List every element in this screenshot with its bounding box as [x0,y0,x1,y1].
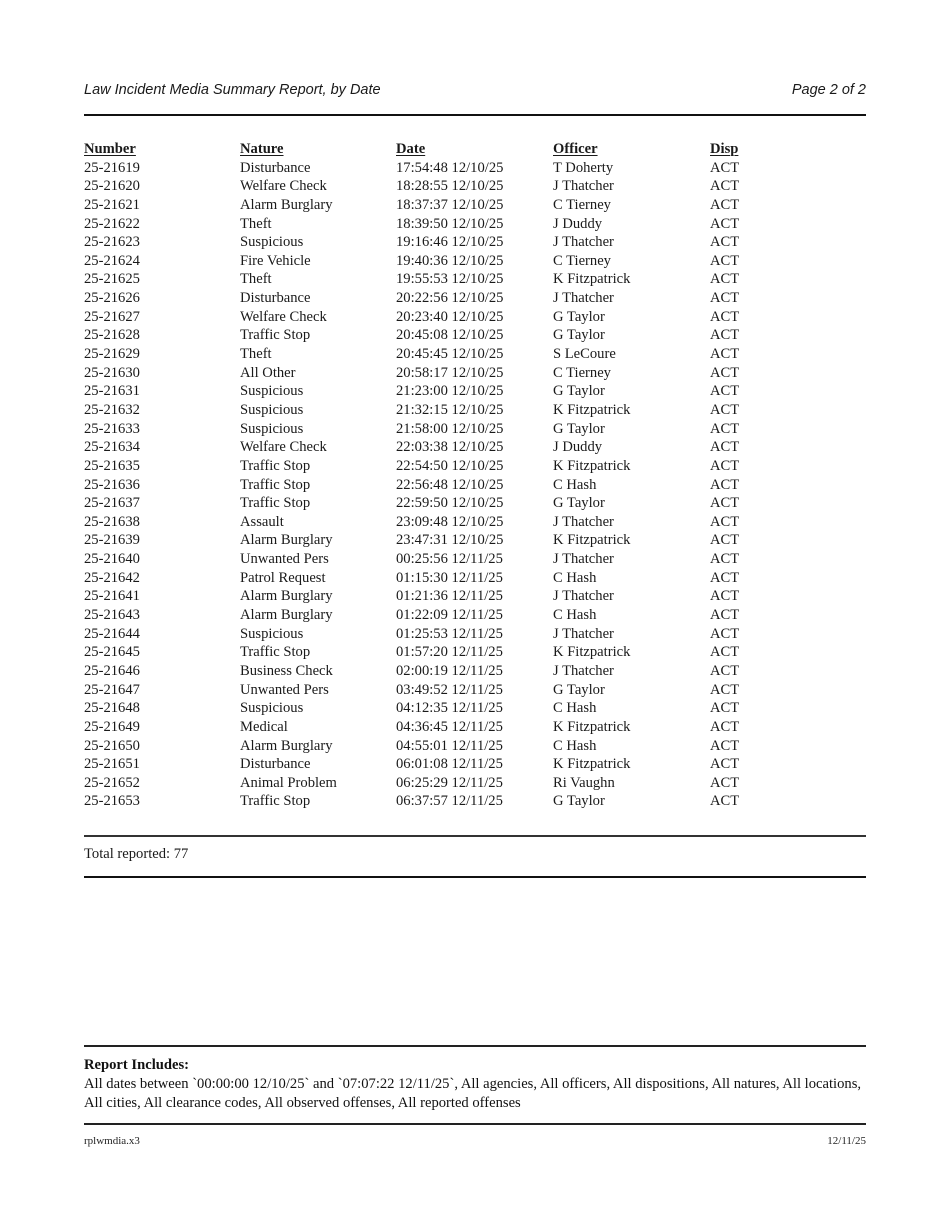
report-header [84,82,866,102]
cell-number: 25-21649 [84,718,140,735]
report-code: rplwmdia.x3 [84,1135,140,1147]
cell-nature: Suspicious [240,625,304,642]
cell-officer: K Fitzpatrick [553,271,631,288]
cell-disp: ACT [710,700,740,717]
cell-number: 25-21644 [84,625,140,642]
cell-number: 25-21633 [84,420,140,437]
cell-officer: J Duddy [553,439,603,456]
cell-disp: ACT [710,420,740,437]
cell-disp: ACT [710,607,740,624]
cell-number: 25-21632 [84,401,140,418]
cell-nature: Traffic Stop [240,457,311,474]
cell-nature: Assault [240,513,284,530]
cell-number: 25-21640 [84,551,140,568]
cell-number: 25-21638 [84,513,140,530]
cell-nature: Fire Vehicle [240,252,311,269]
cell-number: 25-21647 [84,681,140,698]
cell-date: 22:59:50 12/10/25 [396,495,504,512]
cell-nature: Suspicious [240,700,304,717]
cell-date: 22:56:48 12/10/25 [396,476,504,493]
cell-date: 20:45:45 12/10/25 [396,346,504,363]
report-includes [84,1056,874,1113]
cell-officer: K Fitzpatrick [553,457,631,474]
cell-disp: ACT [710,513,740,530]
cell-nature: Traffic Stop [240,327,311,344]
cell-nature: Alarm Burglary [240,588,333,605]
cell-officer: C Hash [553,476,597,493]
cell-number: 25-21631 [84,383,140,400]
page-number: Page 2 of 2 [791,82,866,98]
cell-disp: ACT [710,718,740,735]
column-header-nature: Nature [240,141,284,157]
cell-officer: K Fitzpatrick [553,718,631,735]
cell-nature: Unwanted Pers [240,551,329,568]
cell-disp: ACT [710,793,740,810]
cell-disp: ACT [710,401,740,418]
cell-date: 04:36:45 12/11/25 [396,718,503,735]
cell-date: 06:01:08 12/11/25 [396,756,503,773]
total-reported: Total reported: 77 [84,846,189,862]
cell-officer: J Thatcher [553,551,614,568]
cell-officer: J Thatcher [553,625,614,642]
cell-date: 02:00:19 12/11/25 [396,662,503,679]
cell-nature: Patrol Request [240,569,326,586]
cell-number: 25-21642 [84,569,140,586]
cell-disp: ACT [710,476,740,493]
cell-nature: Animal Problem [240,774,337,791]
column-header-number: Number [84,141,136,157]
cell-disp: ACT [710,346,740,363]
cell-disp: ACT [710,644,740,661]
cell-number: 25-21646 [84,662,140,679]
header-divider [84,114,866,116]
cell-disp: ACT [710,662,740,679]
cell-officer: C Tierney [553,252,611,269]
cell-nature: Theft [240,346,272,363]
cell-disp: ACT [710,495,740,512]
cell-officer: G Taylor [553,327,605,344]
cell-date: 21:23:00 12/10/25 [396,383,504,400]
cell-date: 06:25:29 12/11/25 [396,774,503,791]
cell-officer: J Duddy [553,215,603,232]
cell-nature: Suspicious [240,401,304,418]
cell-officer: J Thatcher [553,662,614,679]
cell-officer: C Hash [553,700,597,717]
cell-number: 25-21625 [84,271,140,288]
column-header-date: Date [396,141,426,157]
cell-number: 25-21629 [84,346,140,363]
cell-number: 25-21652 [84,774,140,791]
cell-disp: ACT [710,196,740,213]
cell-officer: G Taylor [553,308,605,325]
cell-date: 06:37:57 12/11/25 [396,793,503,810]
cell-date: 18:28:55 12/10/25 [396,178,504,195]
cell-nature: Traffic Stop [240,495,311,512]
cell-disp: ACT [710,327,740,344]
cell-disp: ACT [710,234,740,251]
cell-nature: Traffic Stop [240,793,311,810]
cell-officer: G Taylor [553,681,605,698]
cell-nature: Welfare Check [240,308,327,325]
cell-officer: C Hash [553,569,597,586]
cell-nature: Traffic Stop [240,644,311,661]
cell-number: 25-21630 [84,364,140,381]
cell-number: 25-21636 [84,476,140,493]
cell-disp: ACT [710,364,740,381]
cell-officer: C Hash [553,737,597,754]
cell-date: 23:09:48 12/10/25 [396,513,504,530]
cell-number: 25-21637 [84,495,140,512]
cell-nature: Welfare Check [240,178,327,195]
cell-number: 25-21645 [84,644,140,661]
cell-date: 20:45:08 12/10/25 [396,327,504,344]
cell-date: 23:47:31 12/10/25 [396,532,504,549]
cell-nature: Disturbance [240,159,311,176]
cell-nature: Unwanted Pers [240,681,329,698]
cell-date: 00:25:56 12/11/25 [396,551,503,568]
report-includes-title: Report Includes: [84,1057,189,1073]
includes-top-divider [84,1045,866,1047]
cell-number: 25-21639 [84,532,140,549]
cell-nature: Medical [240,718,288,735]
cell-number: 25-21643 [84,607,140,624]
cell-disp: ACT [710,159,740,176]
cell-disp: ACT [710,383,740,400]
cell-number: 25-21626 [84,290,140,307]
cell-officer: G Taylor [553,793,605,810]
cell-nature: All Other [240,364,296,381]
cell-nature: Suspicious [240,234,304,251]
cell-disp: ACT [710,308,740,325]
cell-officer: J Thatcher [553,588,614,605]
cell-nature: Theft [240,271,272,288]
cell-officer: C Hash [553,607,597,624]
cell-number: 25-21650 [84,737,140,754]
cell-officer: K Fitzpatrick [553,401,631,418]
cell-nature: Welfare Check [240,439,327,456]
cell-number: 25-21620 [84,178,140,195]
cell-disp: ACT [710,551,740,568]
cell-nature: Traffic Stop [240,476,311,493]
cell-disp: ACT [710,252,740,269]
cell-date: 01:57:20 12/11/25 [396,644,503,661]
cell-nature: Alarm Burglary [240,196,333,213]
cell-number: 25-21628 [84,327,140,344]
cell-disp: ACT [710,774,740,791]
cell-nature: Theft [240,215,272,232]
cell-officer: C Tierney [553,196,611,213]
cell-officer: S LeCoure [553,346,616,363]
total-bottom-divider [84,876,866,878]
cell-date: 22:54:50 12/10/25 [396,457,504,474]
cell-date: 21:58:00 12/10/25 [396,420,504,437]
cell-disp: ACT [710,625,740,642]
column-header-disp: Disp [710,141,739,157]
cell-date: 18:39:50 12/10/25 [396,215,504,232]
report-includes-text: All dates between `00:00:00 12/10/25` and `07:07:22 12/11/25`, All agencies, All officers, All dispositions, All natures, All locations, All cities, All clearance codes, All observed offenses, All reported offenses [84,1076,862,1111]
cell-number: 25-21648 [84,700,140,717]
cell-date: 22:03:38 12/10/25 [396,439,504,456]
cell-disp: ACT [710,532,740,549]
cell-date: 19:55:53 12/10/25 [396,271,504,288]
cell-officer: K Fitzpatrick [553,756,631,773]
cell-date: 19:40:36 12/10/25 [396,252,504,269]
cell-nature: Alarm Burglary [240,607,333,624]
cell-officer: G Taylor [553,420,605,437]
cell-nature: Suspicious [240,420,304,437]
cell-nature: Disturbance [240,756,311,773]
cell-disp: ACT [710,215,740,232]
cell-officer: C Tierney [553,364,611,381]
cell-date: 01:22:09 12/11/25 [396,607,503,624]
cell-officer: Ri Vaughn [553,774,615,791]
cell-disp: ACT [710,271,740,288]
cell-officer: K Fitzpatrick [553,644,631,661]
cell-date: 17:54:48 12/10/25 [396,159,504,176]
cell-disp: ACT [710,588,740,605]
cell-number: 25-21634 [84,439,140,456]
cell-disp: ACT [710,756,740,773]
cell-nature: Alarm Burglary [240,532,333,549]
cell-disp: ACT [710,178,740,195]
cell-officer: J Thatcher [553,178,614,195]
cell-number: 25-21623 [84,234,140,251]
cell-disp: ACT [710,457,740,474]
cell-number: 25-21651 [84,756,140,773]
cell-number: 25-21641 [84,588,140,605]
cell-officer: G Taylor [553,383,605,400]
cell-date: 18:37:37 12/10/25 [396,196,504,213]
cell-nature: Disturbance [240,290,311,307]
cell-disp: ACT [710,737,740,754]
cell-number: 25-21622 [84,215,140,232]
cell-date: 20:23:40 12/10/25 [396,308,504,325]
cell-date: 20:58:17 12/10/25 [396,364,504,381]
cell-disp: ACT [710,569,740,586]
cell-number: 25-21621 [84,196,140,213]
cell-number: 25-21624 [84,252,140,269]
column-header-officer: Officer [553,141,598,157]
cell-nature: Suspicious [240,383,304,400]
footer-divider [84,1123,866,1125]
cell-nature: Business Check [240,662,333,679]
cell-officer: T Doherty [553,159,614,176]
cell-date: 20:22:56 12/10/25 [396,290,504,307]
cell-disp: ACT [710,681,740,698]
cell-number: 25-21653 [84,793,140,810]
cell-number: 25-21635 [84,457,140,474]
cell-officer: J Thatcher [553,234,614,251]
cell-officer: G Taylor [553,495,605,512]
cell-date: 01:25:53 12/11/25 [396,625,503,642]
cell-date: 01:21:36 12/11/25 [396,588,503,605]
cell-disp: ACT [710,290,740,307]
cell-officer: J Thatcher [553,290,614,307]
cell-date: 19:16:46 12/10/25 [396,234,504,251]
cell-officer: K Fitzpatrick [553,532,631,549]
cell-disp: ACT [710,439,740,456]
cell-date: 04:55:01 12/11/25 [396,737,503,754]
cell-nature: Alarm Burglary [240,737,333,754]
print-date: 12/11/25 [827,1135,866,1147]
total-top-divider [84,835,866,837]
cell-date: 01:15:30 12/11/25 [396,569,503,586]
report-title: Law Incident Media Summary Report, by Date [84,82,381,98]
cell-date: 03:49:52 12/11/25 [396,681,503,698]
cell-number: 25-21619 [84,159,140,176]
cell-officer: J Thatcher [553,513,614,530]
cell-date: 21:32:15 12/10/25 [396,401,504,418]
cell-number: 25-21627 [84,308,140,325]
cell-date: 04:12:35 12/11/25 [396,700,503,717]
